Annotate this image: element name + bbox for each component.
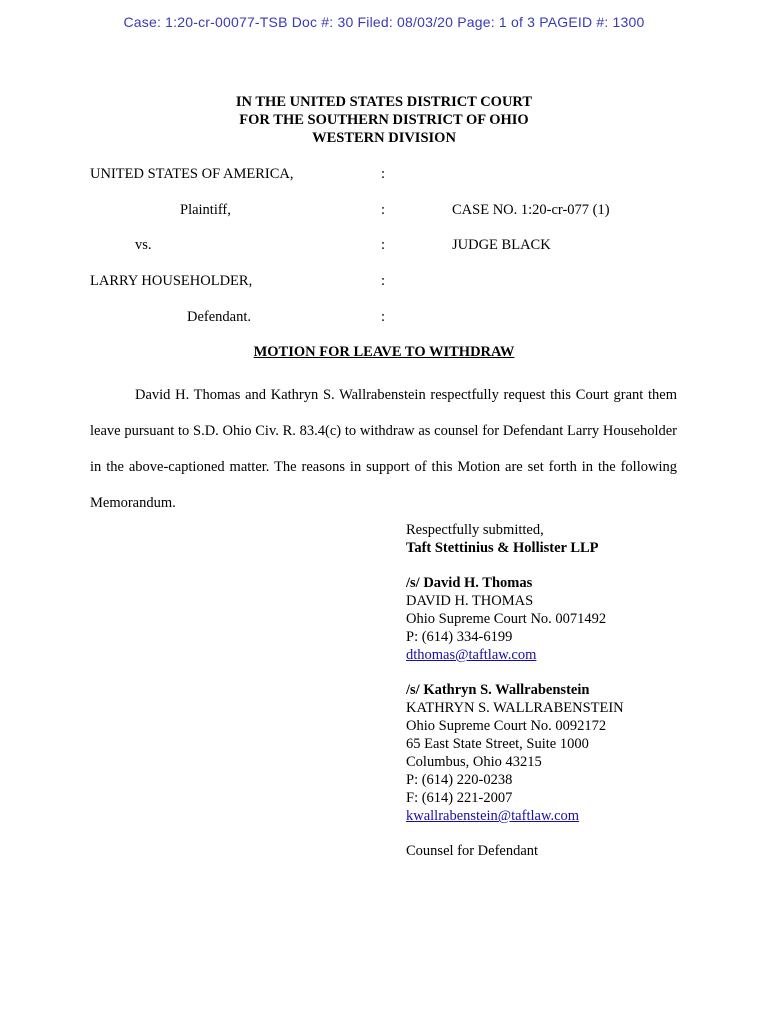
law-firm-name: Taft Stettinius & Hollister LLP <box>406 540 599 556</box>
attorney-1-bar-number: Ohio Supreme Court No. 0071492 <box>406 611 607 627</box>
attorney-1-email-link[interactable]: dthomas@taftlaw.com <box>406 647 537 663</box>
plaintiff-role: Plaintiff, <box>180 202 231 218</box>
attorney-2-phone: P: (614) 220-0238 <box>406 772 513 788</box>
versus-label: vs. <box>135 237 152 253</box>
attorney-1-signature: /s/ David H. Thomas <box>406 575 533 591</box>
caption-separator: : <box>381 273 386 289</box>
court-heading-line-2: FOR THE SOUTHERN DISTRICT OF OHIO <box>239 112 529 128</box>
attorney-1-phone: P: (614) 334-6199 <box>406 629 513 645</box>
court-heading-line-3: WESTERN DIVISION <box>312 130 456 146</box>
court-heading <box>0 93 768 147</box>
plaintiff-name: UNITED STATES OF AMERICA, <box>90 166 294 182</box>
caption-separator: : <box>381 202 386 218</box>
attorney-2-name: KATHRYN S. WALLRABENSTEIN <box>406 700 624 716</box>
attorney-2-email-link[interactable]: kwallrabenstein@taftlaw.com <box>406 808 580 824</box>
attorney-2-bar-number: Ohio Supreme Court No. 0092172 <box>406 718 607 734</box>
filing-header-stamp: Case: 1:20-cr-00077-TSB Doc #: 30 Filed: 08/03/20 Page: 1 of 3 PAGEID #: 1300 <box>123 14 645 30</box>
case-number: CASE NO. 1:20-cr-077 (1) <box>452 202 610 218</box>
attorney-1-name: DAVID H. THOMAS <box>406 593 534 609</box>
motion-body: David H. Thomas and Kathryn S. Wallrabenstein respectfully request this Court grant them leave pursuant to S.D. Ohio Civ. R. 83.4(c) to withdraw as counsel for Defendant Larry Householder in the above-captioned matter. The reasons in support of this Motion are set forth in the following Memorandum. <box>90 387 677 511</box>
motion-title: MOTION FOR LEAVE TO WITHDRAW <box>253 344 515 360</box>
closing-line: Respectfully submitted, <box>406 522 544 538</box>
attorney-2-signature: /s/ Kathryn S. Wallrabenstein <box>406 682 590 698</box>
attorney-2-address-line-1: 65 East State Street, Suite 1000 <box>406 736 589 752</box>
caption-separator: : <box>381 309 386 325</box>
attorney-2-fax: F: (614) 221-2007 <box>406 790 513 806</box>
caption-separator: : <box>381 166 386 182</box>
defendant-name: LARRY HOUSEHOLDER, <box>90 273 253 289</box>
judge-name: JUDGE BLACK <box>452 237 551 253</box>
caption-separator: : <box>381 237 386 253</box>
court-heading-line-1: IN THE UNITED STATES DISTRICT COURT <box>235 94 533 110</box>
signature-block <box>406 521 736 860</box>
defendant-role: Defendant. <box>187 309 252 325</box>
attorney-2-address-line-2: Columbus, Ohio 43215 <box>406 754 542 770</box>
counsel-role: Counsel for Defendant <box>406 843 539 859</box>
